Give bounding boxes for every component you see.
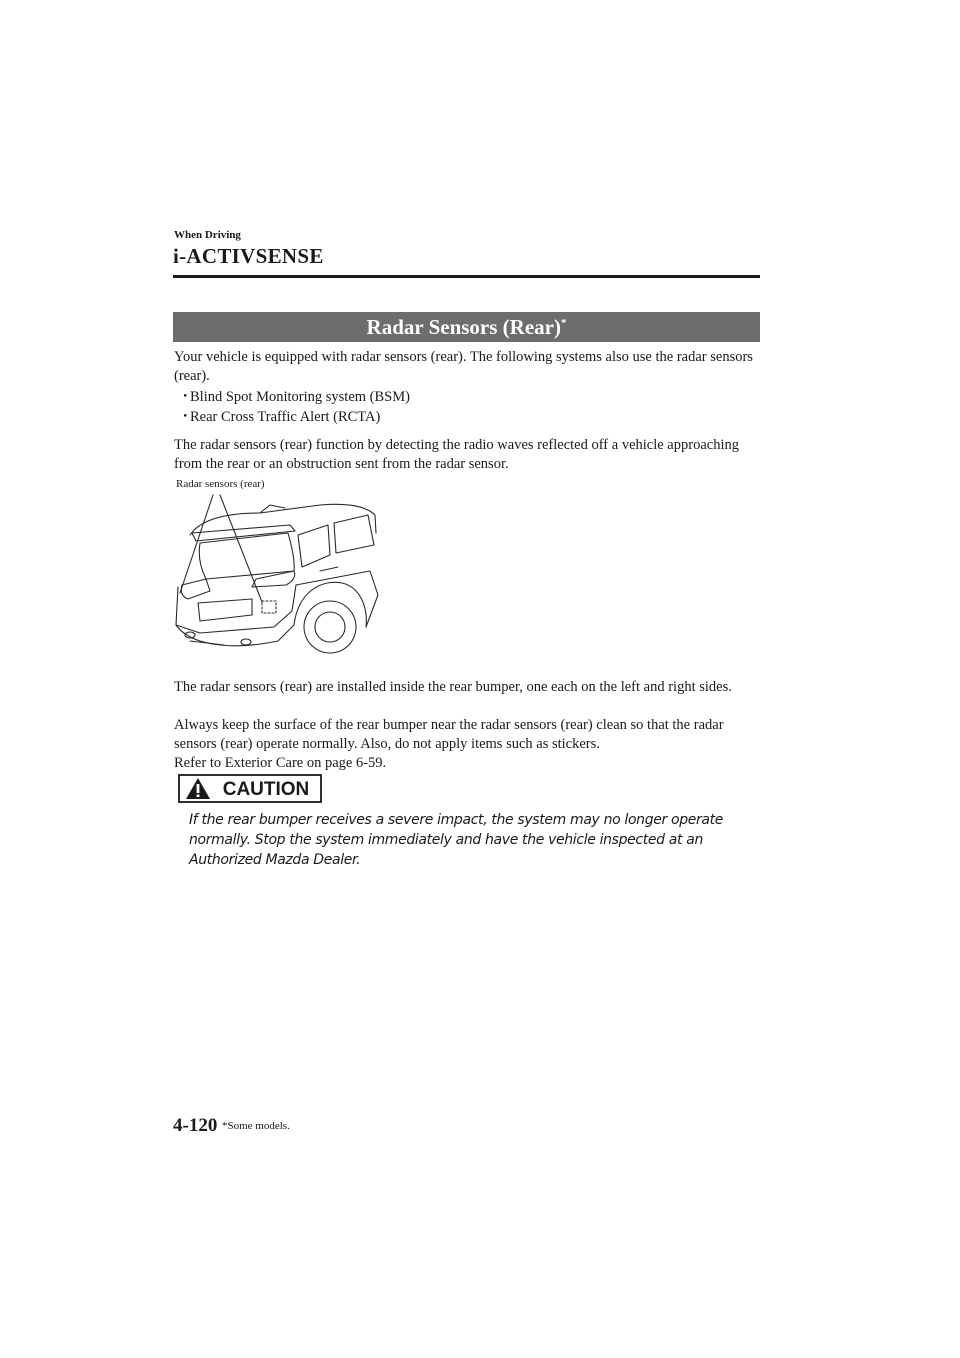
page-number: 4-120: [173, 1115, 218, 1136]
vehicle-rear-illustration: [170, 475, 385, 660]
section-heading-banner: [173, 312, 760, 342]
list-item: ・ Rear Cross Traffic Alert (RCTA): [182, 407, 410, 427]
header-rule: [173, 275, 760, 278]
intro-paragraph: Your vehicle is equipped with radar sensors (rear). The following systems also use the radar sensors (rear).: [174, 349, 753, 384]
location-paragraph: The radar sensors (rear) are installed inside the rear bumper, one each on the left and right sides.: [174, 679, 732, 695]
caution-text: If the rear bumper receives a severe impact, the system may no longer operate normally. Stop the system immediately and have the vehicle inspected at an Authorized Mazda Dealer.: [189, 812, 724, 868]
maintenance-paragraph: Always keep the surface of the rear bumper near the radar sensors (rear) clean so that the radar sensors (rear) operate normally. Also, do not apply items such as stickers.: [174, 717, 724, 752]
section-heading-title: Radar Sensors (Rear): [366, 315, 561, 339]
footnote: *Some models.: [222, 1120, 290, 1132]
section-label: When Driving: [174, 229, 241, 241]
caution-label: CAUTION: [222, 779, 310, 800]
list-item: ・ Blind Spot Monitoring system (BSM): [182, 387, 410, 407]
caution-badge: [178, 774, 322, 803]
systems-list: [182, 387, 410, 427]
reference-paragraph: Refer to Exterior Care on page 6-59.: [174, 755, 387, 771]
some-models-marker: *: [560, 317, 567, 329]
chapter-title: i-ACTIVSENSE: [173, 244, 324, 268]
figure-callout-label: Radar sensors (rear): [176, 478, 265, 490]
function-paragraph: The radar sensors (rear) function by detecting the radio waves reflected off a vehicle approaching from the rear or an obstruction sent from the radar sensor.: [174, 437, 739, 472]
